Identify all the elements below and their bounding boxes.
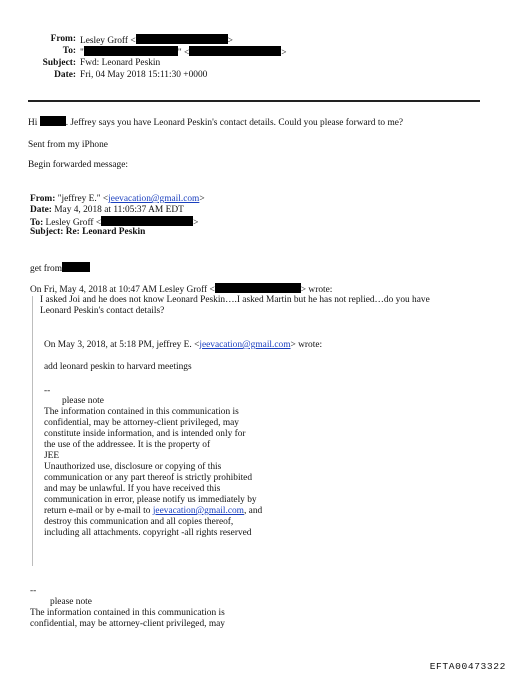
nested-sig-line: communication in error, please notify us immediately by bbox=[44, 495, 257, 505]
nested-sig-line: confidential, may be attorney-client privileged, may bbox=[44, 418, 239, 428]
redaction-box bbox=[40, 116, 66, 126]
redaction-box bbox=[189, 46, 281, 56]
nested-sig-line: and may be unlawful. If you have received this bbox=[44, 484, 221, 494]
get-from-text: get from bbox=[30, 264, 63, 274]
nested-sig-line: communication or any part thereof is strictly prohibited bbox=[44, 473, 253, 483]
nested-sig-line: Unauthorized use, disclosure or copying of this bbox=[44, 462, 222, 472]
footer-sig-dash: -- bbox=[30, 586, 37, 596]
greeting-line bbox=[28, 116, 403, 130]
bates-number: EFTA00473322 bbox=[429, 661, 506, 672]
redaction-box bbox=[136, 34, 228, 44]
fwd-subject-label: Subject: bbox=[30, 227, 64, 237]
fwd-date-value: May 4, 2018 at 11:05:37 AM EDT bbox=[54, 205, 184, 215]
greeting-prefix: Hi bbox=[28, 118, 38, 128]
quote-bar-outer bbox=[32, 296, 33, 566]
nested-on-email-link[interactable]: jeevacation@gmail.com bbox=[199, 340, 291, 350]
header-date-value: Fri, 04 May 2018 15:11:30 +0000 bbox=[80, 70, 208, 80]
nested-on-suffix: > wrote: bbox=[290, 340, 323, 350]
reply-quote-line1: I asked Joi and he does not know Leonard Peskin….I asked Martin but he has not replied…do you have bbox=[40, 295, 430, 305]
header-from-label: From: bbox=[50, 34, 76, 44]
fwd-to-value: Lesley Groff < bbox=[45, 218, 102, 228]
footer-sig-line1: The information contained in this communication is bbox=[30, 608, 225, 618]
fwd-subject-row bbox=[30, 227, 145, 239]
fwd-date-label: Date: bbox=[30, 205, 52, 215]
nested-sig-note: please note bbox=[62, 396, 104, 406]
header-divider bbox=[28, 100, 480, 102]
fwd-date-row bbox=[30, 205, 184, 217]
nested-sig-line: The information contained in this communication is bbox=[44, 407, 239, 417]
header-subject-label: Subject: bbox=[42, 58, 76, 68]
redaction-box bbox=[62, 262, 90, 272]
footer-sig-note: please note bbox=[50, 597, 92, 607]
header-to-label: To: bbox=[62, 46, 76, 56]
reply-on-suffix: > wrote: bbox=[300, 285, 333, 295]
header-to-quote: " bbox=[80, 48, 84, 58]
redaction-box bbox=[84, 46, 178, 56]
redaction-box bbox=[215, 283, 301, 293]
reply-on-prefix: On Fri, May 4, 2018 at 10:47 AM Lesley Groff < bbox=[30, 285, 215, 295]
begin-forwarded-line: Begin forwarded message: bbox=[28, 160, 128, 170]
header-from-value: Lesley Groff < bbox=[80, 36, 136, 46]
greeting-text: . Jeffrey says you have Leonard Peskin's contact details. Could you please forward to me? bbox=[65, 118, 404, 128]
fwd-from-label: From: bbox=[30, 194, 56, 204]
header-to-tail: > bbox=[281, 48, 287, 58]
header-from-tail: > bbox=[227, 36, 233, 46]
nested-on-line bbox=[44, 340, 322, 352]
nested-sig-line: including all attachments. copyright -all rights reserved bbox=[44, 528, 252, 538]
fwd-subject-value: Re: Leonard Peskin bbox=[65, 227, 146, 237]
sent-from-line: Sent from my iPhone bbox=[28, 140, 108, 150]
nested-sig-line: destroy this communication and all copies thereof, bbox=[44, 517, 234, 527]
footer-sig-line2: confidential, may be attorney-client privileged, may bbox=[30, 619, 225, 629]
nested-sig-dash: -- bbox=[44, 386, 51, 396]
header-date-label: Date: bbox=[54, 70, 76, 80]
header-subject-value: Fwd: Leonard Peskin bbox=[80, 58, 161, 68]
fwd-from-tail: > bbox=[199, 194, 205, 204]
fwd-to-tail: > bbox=[193, 218, 199, 228]
fwd-from-row bbox=[30, 194, 205, 206]
fwd-from-email-link[interactable]: jeevacation@gmail.com bbox=[108, 194, 200, 204]
nested-sig-email-link[interactable]: jeevacation@gmail.com bbox=[152, 506, 244, 516]
nested-sig-return-suffix: , and bbox=[243, 506, 263, 516]
nested-sig-line: the use of the addressee. It is the property of bbox=[44, 440, 211, 450]
nested-sig-return-line bbox=[44, 506, 262, 518]
redaction-box bbox=[101, 216, 193, 226]
nested-sig-line: JEE bbox=[44, 451, 60, 461]
nested-sig-return-prefix: return e-mail or by e-mail to bbox=[44, 506, 153, 516]
nested-sig-line: constitute inside information, and is intended only for bbox=[44, 429, 246, 439]
nested-on-prefix: On May 3, 2018, at 5:18 PM, jeffrey E. < bbox=[44, 340, 200, 350]
header-to-mid: " < bbox=[177, 48, 190, 58]
nested-message: add leonard peskin to harvard meetings bbox=[44, 362, 192, 372]
reply-quote-line2: Leonard Peskin's contact details? bbox=[40, 306, 165, 316]
fwd-from-value: "jeffrey E." < bbox=[57, 194, 109, 204]
fwd-to-label: To: bbox=[30, 218, 44, 228]
get-from-line bbox=[30, 262, 90, 276]
